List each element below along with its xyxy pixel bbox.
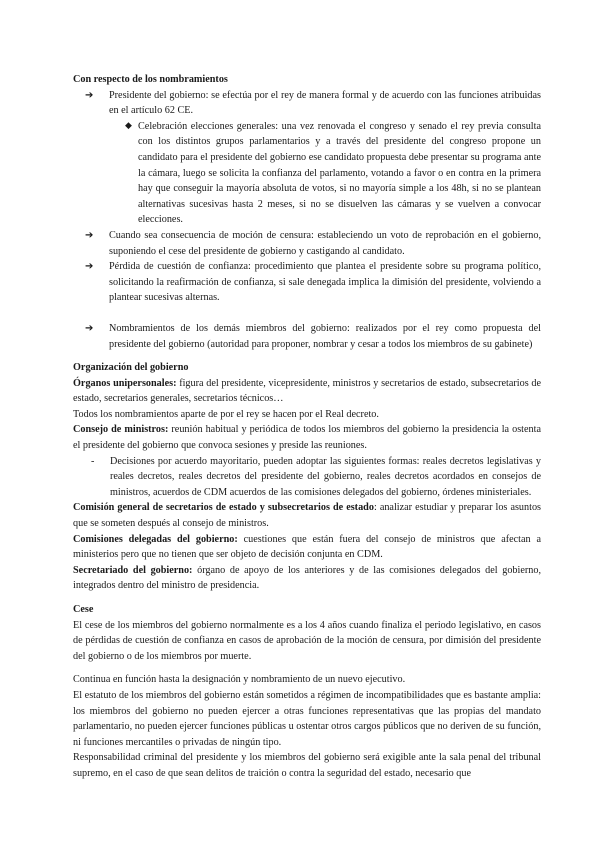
dash-list-item <box>73 454 541 501</box>
dash-list-item-text: Decisiones por acuerdo mayoritario, pueden adoptar las siguientes formas: reales decretos legislativas y reales decretos, reales decretos del presidente del gobierno, reales decretos acordados en consejos de ministros, acuerdos de CDM acuerdos de las comisiones delegados del gobierno, órdenes ministeriales. <box>110 455 541 498</box>
term-comision: Comisión general de secretarios de estado y subsecretarios de estado <box>73 502 374 514</box>
definition-text: órgano de apoyo de los anteriores y de las comisiones delegados del gobierno, integrados dentro del ministro de presidencia. <box>73 564 541 592</box>
list-item-text: Nombramientos de los demás miembros del gobierno: realizados por el rey como propuesta del presidente del gobierno (autoridad para proponer, nombrar y cesar a todos los miembros de su gabinete) <box>109 322 541 350</box>
paragraph-cese-1: El cese de los miembros del gobierno normalmente es a los 4 años cuando finaliza el periodo legislativo, en casos de pérdidas de cuestión de confianza en casos de aprobación de la moción de censura, por dimisión del presidente del gobierno o de los miembros por muerte. <box>73 619 541 662</box>
diamond-bullet-icon: ◆ <box>125 120 132 131</box>
spacer <box>73 594 541 602</box>
paragraph-secretariado <box>73 563 541 594</box>
definition-text: figura del presidente, vicepresidente, ministros y secretarios de estado, subsecretarios de estado, secretarios generales, secretarios técnicos… <box>73 377 541 405</box>
paragraph-unipersonales <box>73 376 541 407</box>
sub-list-item <box>73 119 541 228</box>
spacer <box>73 664 541 672</box>
term-secretariado: Secretariado del gobierno: <box>73 564 193 576</box>
list-item <box>73 259 541 306</box>
definition-text: : analizar estudiar y preparar los asuntos que se someten después al consejo de ministros. <box>73 502 542 530</box>
definition-text: cuestiones que están fuera del consejo de ministros que afectan a ministerios pero que no tienen que ser objeto de decisión conjunta en CDM. <box>73 533 541 561</box>
heading-organizacion: Organización del gobierno <box>73 362 189 374</box>
term-delegadas: Comisiones delegadas del gobierno: <box>73 533 238 545</box>
list-item-text: Pérdida de cuestión de confianza: procedimiento que plantea el presidente sobre su programa político, solicitando la reafirmación de confianza, si sale denegada implica la dimisión del presidente, volviendo a plantear sucesivas alternas. <box>109 261 541 304</box>
heading-nombramientos: Con respecto de los nombramientos <box>73 74 228 85</box>
paragraph-cese-2: Continua en función hasta la designación y nombramiento de un nuevo ejecutivo. <box>73 674 406 686</box>
paragraph-comision <box>73 500 541 531</box>
list-item <box>73 228 541 259</box>
term-unipersonales: Órganos unipersonales: <box>73 377 177 389</box>
list-item <box>73 88 541 119</box>
definition-text: reunión habitual y periódica de todos los miembros del gobierno la presidencia la ostenta el presidente del gobierno que convoca sesiones y preside las reuniones. <box>73 424 541 452</box>
list-item <box>73 321 541 352</box>
arrow-bullet-icon: ➔ <box>85 261 94 273</box>
paragraph-cese-3: El estatuto de los miembros del gobierno están sometidos a régimen de incompatibilidades que es bastante amplia: los miembros del gobierno no pueden ejercer a otras funciones representativas que las propias del mandato parlamentario, no pueden ejercer funciones públicas u ostentar otros cargos públicos que no deriven de su función, ni funciones mercantiles o privadas de ningún tipo. <box>73 689 541 748</box>
dash-bullet: - <box>91 455 95 467</box>
spacer <box>73 352 541 360</box>
arrow-bullet-icon: ➔ <box>85 322 94 334</box>
paragraph-consejo <box>73 422 541 453</box>
term-consejo: Consejo de ministros: <box>73 424 169 436</box>
document-body <box>73 72 541 782</box>
heading-cese: Cese <box>73 604 94 615</box>
paragraph-delegadas <box>73 532 541 563</box>
arrow-bullet-icon: ➔ <box>85 229 94 241</box>
paragraph-cese-4: Responsabilidad criminal del presidente y los miembros del gobierno será exigible ante la sala penal del tribunal supremo, en el caso de que sean delitos de traición o contra la seguridad del estado, necesario que <box>73 752 541 779</box>
list-item-text: Cuando sea consecuencia de moción de censura: estableciendo un voto de reprobación en el gobierno, suponiendo el cese del presidente de gobierno y castigando al candidato. <box>109 229 541 257</box>
spacer <box>73 306 541 321</box>
arrow-bullet-icon: ➔ <box>85 89 94 101</box>
list-item-text: Presidente del gobierno: se efectúa por el rey de manera formal y de acuerdo con las funciones atribuidas en el artículo 62 CE. <box>109 89 541 117</box>
sub-list-item-text: Celebración elecciones generales: una vez renovada el congreso y senado el rey previa consulta con los distintos grupos parlamentarios y a través del presidente del congreso propone un candidato para el presidente del gobierno ese candidato propuesta debe presentar su programa ante la cámara, luego se solicita la confianza del parlamento, votando a favor o en contra en la primera hay que conseguir la mayoría absoluta de votos, si no mayoría simple a los 48h, si no se plantean alternativas sucesivas hasta 2 meses, si no se disuelven las cámaras y se vuelven a convocar elecciones. <box>138 120 541 226</box>
paragraph-nombramientos: Todos los nombramientos aparte de por el rey se hacen por el Real decreto. <box>73 408 379 420</box>
